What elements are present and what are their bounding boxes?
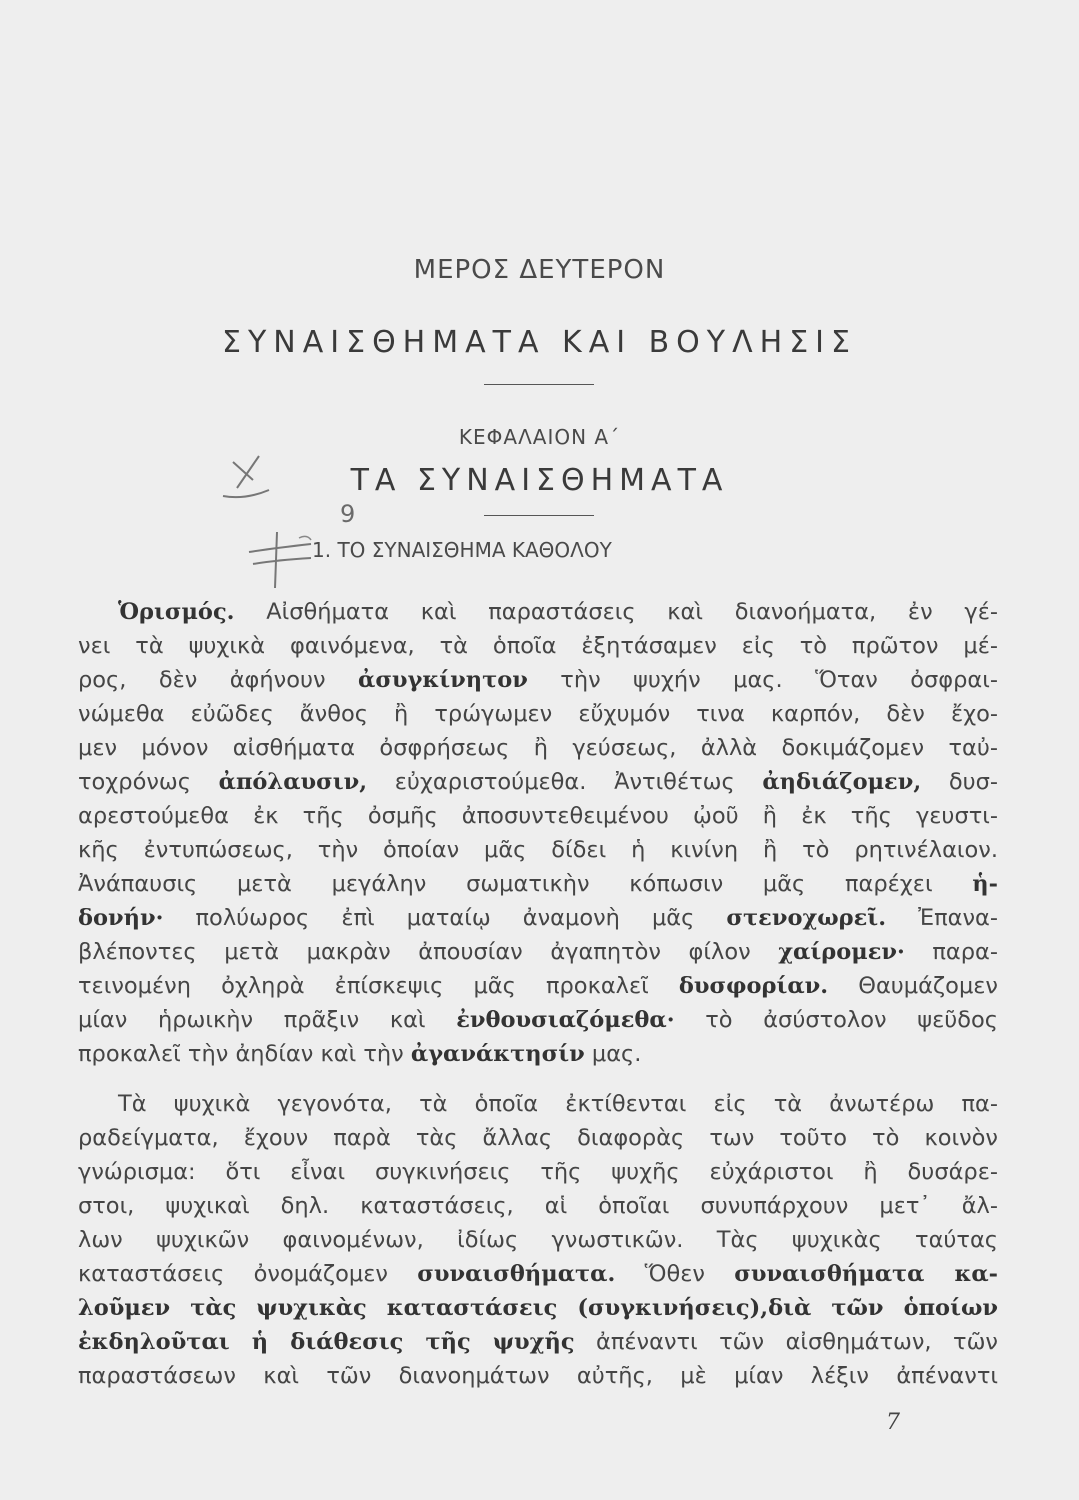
text-line: τοχρόνως ἀπόλαυσιν, εὐχαριστούμεθα. Ἀντιθέτως ἀηδιάζομεν, δυσ- <box>78 769 998 795</box>
bold-term: ἐκδηλοῦται ἡ διάθεσις τῆς ψυχῆς <box>78 1329 575 1355</box>
text-line: κῆς ἐντυπώσεως, τὴν ὁποίαν μᾶς δίδει ἡ κινίνη ἢ τὸ ρητινέλαιον. <box>78 837 998 863</box>
text-line: τεινομένη ὀχληρὰ ἐπίσκεψις μᾶς προκαλεῖ δυσφορίαν. Θαυμάζομεν <box>78 973 998 999</box>
text-line: στοι, ψυχικαὶ δηλ. καταστάσεις, αἱ ὁποῖαι συνυπάρχουν μετ᾿ ἄλ- <box>78 1193 998 1219</box>
bold-term: λοῦμεν τὰς ψυχικὰς καταστάσεις (συγκινήσεις),διὰ τῶν ὁποίων <box>78 1295 998 1321</box>
bold-term: δυσφορίαν. <box>678 973 829 999</box>
text-line: Τὰ ψυχικὰ γεγονότα, τὰ ὁποῖα ἐκτίθενται εἰς τὰ ἀνωτέρω πα- <box>118 1091 998 1117</box>
bold-term: ἀγανάκτησίν <box>410 1041 585 1067</box>
bold-term: συναισθήματα κα- <box>734 1261 998 1287</box>
bold-term: ἡ- <box>972 871 998 897</box>
chapter-label: ΚΕΦΑΛΑΙΟΝ Α΄ <box>458 425 621 449</box>
text-line: καταστάσεις ὀνομάζομεν συναισθήματα. Ὅθεν συναισθήματα κα- <box>78 1261 998 1287</box>
bold-term: ἀηδιάζομεν, <box>762 769 922 795</box>
text-line: μίαν ἡρωικὴν πρᾶξιν καὶ ἐνθουσιαζόμεθα· τὸ ἀσύστολον ψεῦδος <box>78 1007 998 1033</box>
handwritten-mark-icon <box>215 440 325 590</box>
bold-term: χαίρομεν· <box>778 939 905 965</box>
text-line: βλέποντες μετὰ μακρὰν ἀπουσίαν ἀγαπητὸν φίλον χαίρομεν· παρα- <box>78 939 998 965</box>
bold-term: συναισθήματα. <box>417 1261 616 1287</box>
text-line: Ὁρισμός. Αἰσθήματα καὶ παραστάσεις καὶ διανοήματα, ἐν γέ- <box>118 599 998 625</box>
divider-rule-2 <box>484 515 594 516</box>
text-line: ραδείγματα, ἔχουν παρὰ τὰς ἄλλας διαφορὰς των τοῦτο τὸ κοινὸν <box>78 1125 998 1151</box>
bold-term: ἀσυγκίνητον <box>358 667 528 693</box>
text-line: παραστάσεων καὶ τῶν διανοημάτων αὐτῆς, μὲ μίαν λέξιν ἀπέναντι <box>78 1363 998 1389</box>
text-line: νει τὰ ψυχικὰ φαινόμενα, τὰ ὁποῖα ἐξητάσαμεν εἰς τὸ πρῶτον μέ- <box>78 633 998 659</box>
text-line: λων ψυχικῶν φαινομένων, ἰδίως γνωστικῶν. Τὰς ψυχικὰς ταύτας <box>78 1227 998 1253</box>
part-heading: ΜΕΡΟΣ ΔΕΥΤΕΡΟΝ <box>413 255 666 285</box>
bold-term: στενοχωρεῖ. <box>726 905 887 931</box>
bold-term: ἐνθουσιαζόμεθα· <box>456 1007 675 1033</box>
text-line: ρος, δὲν ἀφήνουν ἀσυγκίνητον τὴν ψυχήν μας. Ὅταν ὀσφραι- <box>78 667 998 693</box>
bold-term: Ὁρισμός. <box>118 599 235 625</box>
divider-rule-1 <box>484 384 594 385</box>
text-line: γνώρισμα: ὅτι εἶναι συγκινήσεις τῆς ψυχῆς εὐχάριστοι ἢ δυσάρε- <box>78 1159 998 1185</box>
text-line <box>78 1292 998 1324</box>
chapter-title: ΤΑ ΣΥΝΑΙΣΘΗΜΑΤΑ <box>350 463 729 498</box>
text-line: δονήν· πολύωρος ἐπὶ ματαίῳ ἀναμονὴ μᾶς στενοχωρεῖ. Ἐπανα- <box>78 905 998 931</box>
text-line: αρεστούμεθα ἐκ τῆς ὀσμῆς ἀποσυντεθειμένου ᾠοῦ ἢ ἐκ τῆς γευστι- <box>78 803 998 829</box>
page-number: 7 <box>886 1410 900 1435</box>
bold-term: ἀπόλαυσιν, <box>218 769 368 795</box>
section-heading: 1. ΤΟ ΣΥΝΑΙΣΘΗΜΑ ΚΑΘΟΛΟΥ <box>312 538 612 562</box>
part-title: ΣΥΝΑΙΣΘΗΜΑΤΑ ΚΑΙ ΒΟΥΛΗΣΙΣ <box>222 325 857 360</box>
bold-term: δονήν· <box>78 905 164 931</box>
handwritten-number: 9 <box>340 500 356 528</box>
text-line: μεν μόνον αἰσθήματα ὀσφρήσεως ἢ γεύσεως, ἀλλὰ δοκιμάζομεν ταὐ- <box>78 735 998 761</box>
text-line: νώμεθα εὐῶδες ἄνθος ἢ τρώγωμεν εὔχυμόν τινα καρπόν, δὲν ἔχο- <box>78 701 998 727</box>
text-line: ἐκδηλοῦται ἡ διάθεσις τῆς ψυχῆς ἀπέναντι τῶν αἰσθημάτων, τῶν <box>78 1329 998 1355</box>
text-line: Ἀνάπαυσις μετὰ μεγάλην σωματικὴν κόπωσιν μᾶς παρέχει ἡ- <box>78 871 998 897</box>
text-line: προκαλεῖ τὴν ἀηδίαν καὶ τὴν ἀγανάκτησίν μας. <box>78 1041 642 1067</box>
